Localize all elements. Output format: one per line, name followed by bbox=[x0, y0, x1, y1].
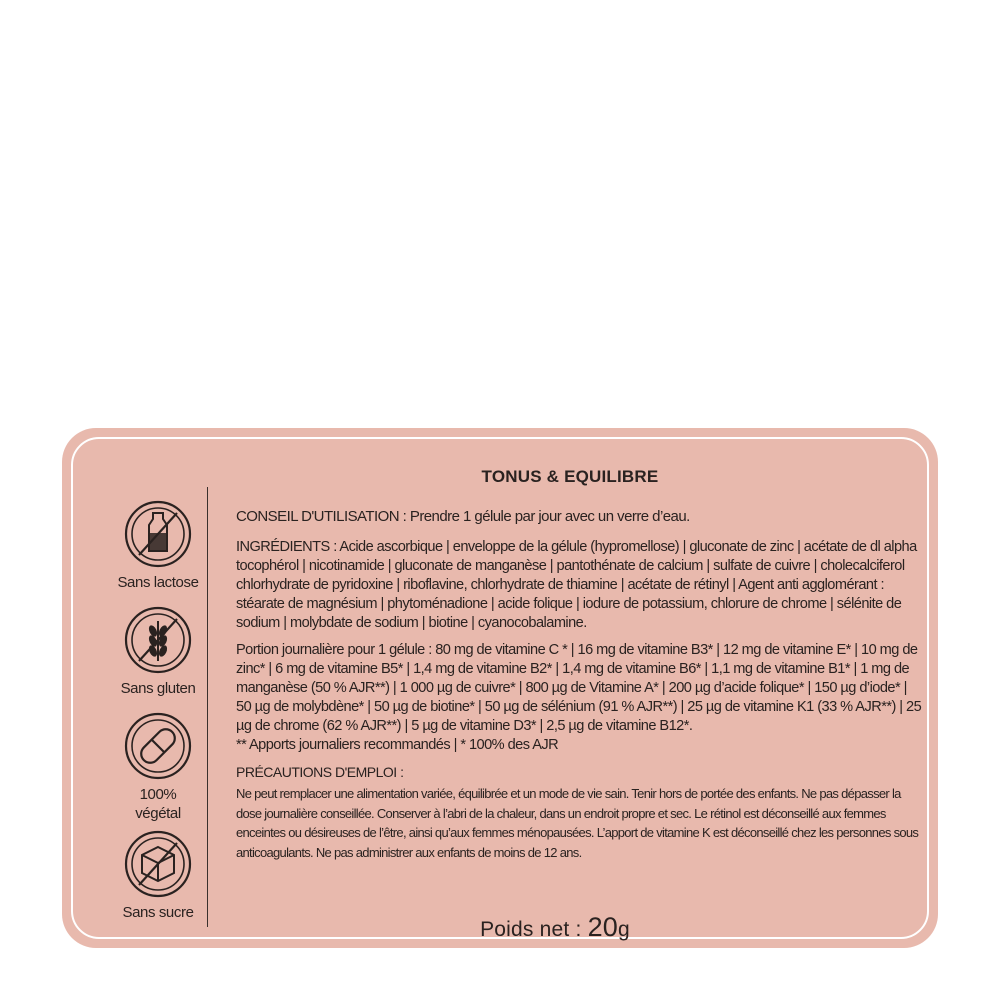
net-weight-label: Poids net : bbox=[480, 918, 588, 941]
precautions-text: Ne peut remplacer une alimentation variée, équilibrée et un mode de vie sain. Tenir hors de portée des enfants. Ne pas dépasser la dose journalière conseillée. Conserver à l’abri de la chaleur, dans un endroit propre et sec. Le rétinol est déconseillé aux femmes enceintes ou désireuses de l’être, ainsi qu’aux femmes ménopausées. L’apport de vitamine K est déconseillé chez les personnes sous anticoagulants. Ne pas administrer aux enfants de moins de 12 ans. bbox=[236, 786, 919, 860]
badge-label-gluten: Sans gluten bbox=[120, 680, 196, 697]
badge-sugar-free bbox=[103, 829, 213, 922]
product-title bbox=[73, 467, 927, 487]
precautions-title: PRÉCAUTIONS D'EMPLOI : bbox=[236, 764, 404, 780]
product-label bbox=[62, 428, 938, 948]
badge-label-lactose: Sans lactose bbox=[117, 574, 199, 591]
usage-advice: CONSEIL D'UTILISATION : Prendre 1 gélule par jour avec un verre d’eau. bbox=[236, 508, 690, 525]
label-border bbox=[71, 437, 929, 942]
badge-vegetal bbox=[103, 711, 213, 823]
capsule-icon bbox=[123, 711, 193, 781]
ingredients-text: INGRÉDIENTS : Acide ascorbique | enveloppe de la gélule (hypromellose) | gluconate de zinc | acétate de dl alpha tocophérol | nicotinamide | gluconate de manganèse | pantothénate de calcium | sulfate de cuivre | cholecalciferol chlorhydrate de pyridoxine | riboflavine, chlorhydrate de thiamine | acétate de rétinyl | Agent anti agglomérant : stéarate de magnésium | phytoménadione | acide folique | iodure de potassium, chlorure de chrome | sélénite de sodium | molybdate de sodium | biotine | cyanocobalamine. bbox=[236, 539, 917, 631]
badge-label-vegetal: 100% végétal bbox=[135, 786, 181, 822]
badge-label-sugar: Sans sucre bbox=[122, 904, 194, 921]
badge-lactose-free bbox=[103, 499, 213, 592]
no-milk-bottle-icon bbox=[123, 499, 193, 569]
no-wheat-icon bbox=[123, 605, 193, 675]
net-weight-line bbox=[480, 912, 630, 943]
daily-portion-note: ** Apports journaliers recommandés | * 100% des AJR bbox=[236, 737, 559, 753]
net-weight-unit: g bbox=[618, 918, 630, 941]
daily-portion bbox=[236, 641, 922, 755]
product-title-text: TONUS & EQUILIBRE bbox=[481, 467, 659, 486]
daily-portion-text: Portion journalière pour 1 gélule : 80 mg de vitamine C * | 16 mg de vitamine B3* | 12 mg de vitamine E* | 10 mg de zinc* | 6 mg de vitamine B5* | 1,4 mg de vitamine B2* | 1,4 mg de vitamine B6* | 1,1 mg de vitamine B1* | 1 mg de manganèse (50 % AJR**) | 1 000 µg de cuivre* | 800 µg de Vitamine A* | 200 µg d’acide folique* | 150 µg d’iode* | 50 µg de molybdène* | 50 µg de biotine* | 50 µg de sélénium (91 % AJR**) | 25 µg de vitamine K1 (33 % AJR**) | 25 µg de chrome (62 % AJR**) | 5 µg de vitamine D3* | 2,5 µg de vitamine B12*. bbox=[236, 642, 922, 734]
label-text-block bbox=[236, 507, 922, 862]
badge-gluten-free bbox=[103, 605, 213, 698]
net-weight bbox=[73, 912, 927, 943]
net-weight-value: 20 bbox=[587, 912, 618, 942]
no-sugar-cube-icon bbox=[123, 829, 193, 899]
